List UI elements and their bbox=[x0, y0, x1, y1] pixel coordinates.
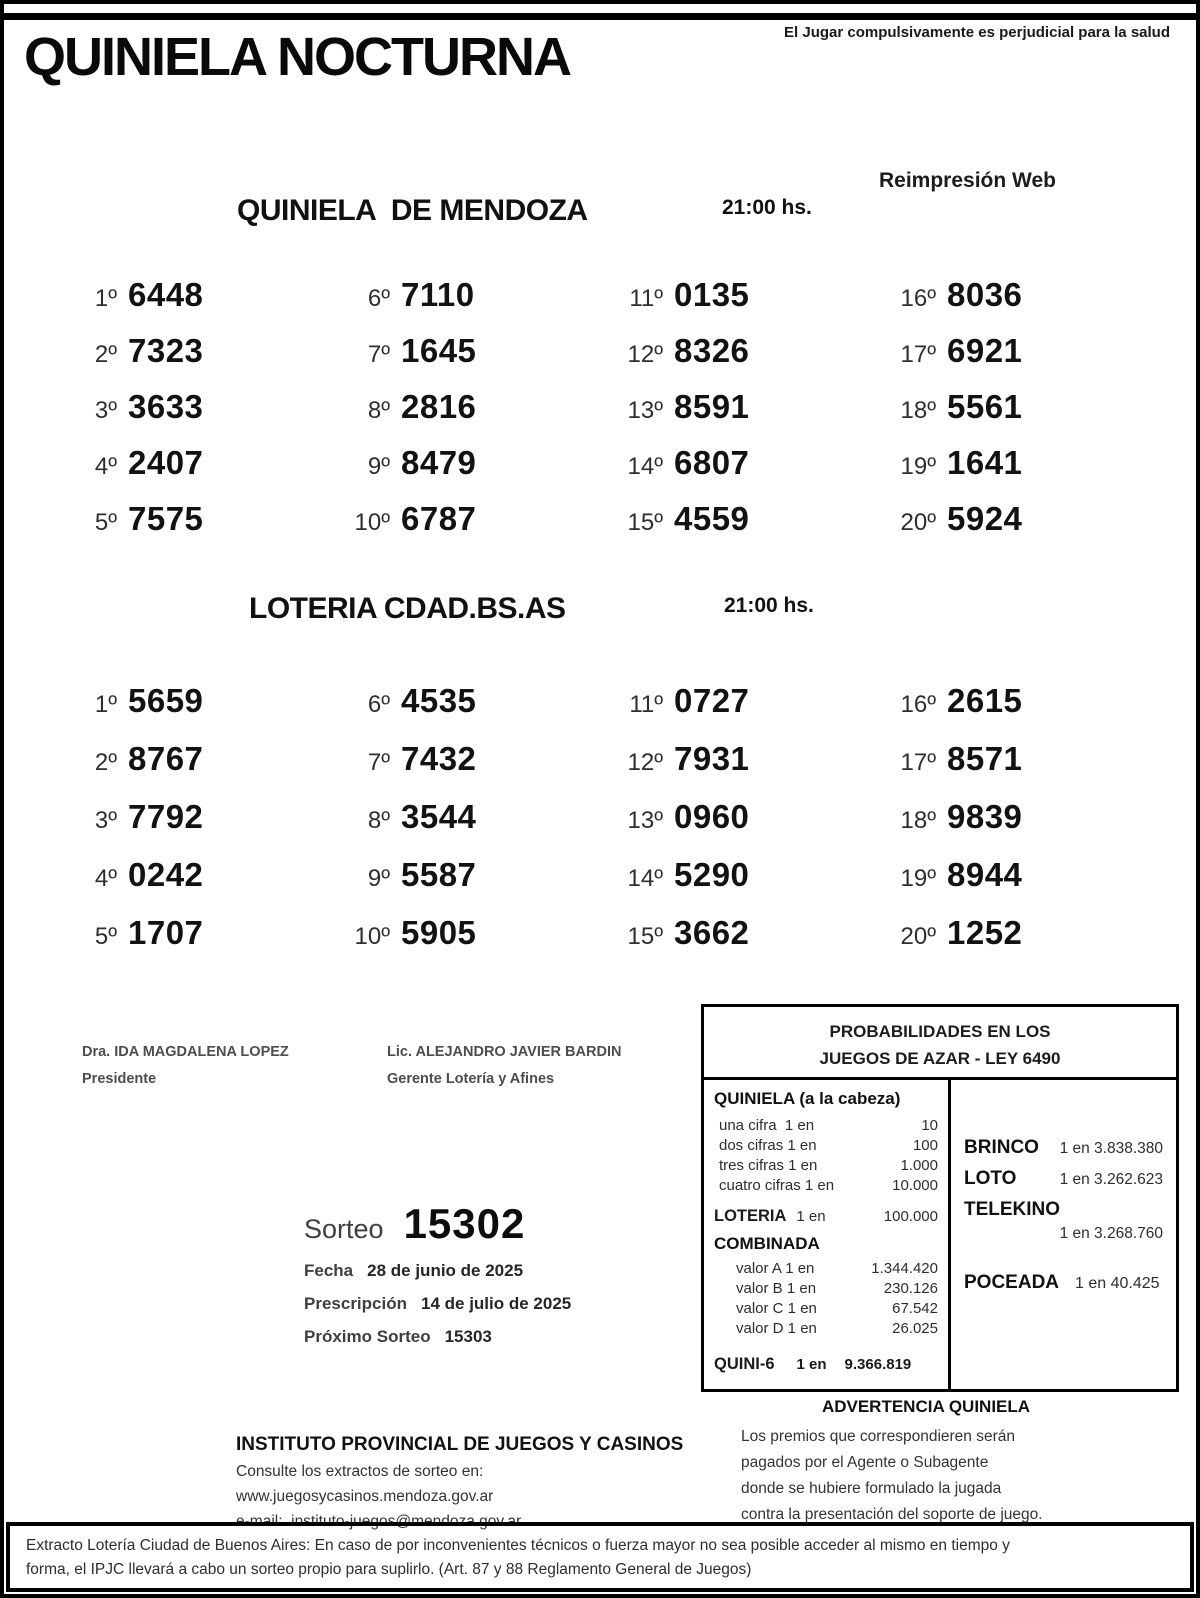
result-number: 6448 bbox=[128, 276, 204, 313]
game-name: BRINCO bbox=[964, 1137, 1039, 1158]
result-number: 5905 bbox=[401, 914, 477, 951]
probabilities-title-line2: JUEGOS DE AZAR - LEY 6490 bbox=[819, 1049, 1061, 1069]
result-position: 14º bbox=[627, 453, 663, 480]
signature-role: Gerente Lotería y Afines bbox=[387, 1071, 555, 1087]
odds-value: 100 bbox=[912, 1137, 938, 1154]
draw-date-value: 28 de junio de 2025 bbox=[367, 1261, 524, 1280]
result-item bbox=[605, 276, 878, 332]
result-item bbox=[605, 856, 878, 914]
game-odds-row bbox=[964, 1272, 1163, 1294]
mendoza-section-heading: QUINIELA DE MENDOZA bbox=[237, 194, 588, 227]
result-item bbox=[59, 332, 332, 388]
result-number: 2407 bbox=[128, 444, 204, 481]
odds-label: tres cifras 1 en bbox=[719, 1157, 818, 1174]
footer-notice-line: forma, el IPJC llevará a cabo un sorteo propio para suplirlo. (Art. 87 y 88 Reglamento General de Juegos) bbox=[26, 1561, 752, 1579]
game-odds-value: 1 en 3.838.380 bbox=[1059, 1140, 1163, 1157]
result-position: 13º bbox=[627, 807, 663, 834]
odds-value: 10 bbox=[921, 1117, 938, 1134]
result-position: 20º bbox=[900, 509, 936, 536]
result-number: 4535 bbox=[401, 682, 477, 719]
result-item bbox=[878, 798, 1151, 856]
result-position: 17º bbox=[900, 341, 936, 368]
result-number: 8571 bbox=[947, 740, 1023, 777]
game-odds-row bbox=[964, 1168, 1163, 1190]
result-position: 16º bbox=[900, 285, 936, 312]
result-item bbox=[878, 276, 1151, 332]
result-item bbox=[605, 682, 878, 740]
result-number: 2816 bbox=[401, 388, 477, 425]
loteria-odds-mid: 1 en bbox=[796, 1208, 826, 1225]
game-odds-row bbox=[964, 1199, 1163, 1243]
result-position: 5º bbox=[94, 923, 117, 950]
game-odds-value: 1 en 3.262.623 bbox=[1059, 1171, 1163, 1188]
probabilities-box bbox=[701, 1004, 1179, 1392]
institute-consult-line: Consulte los extractos de sorteo en: bbox=[236, 1463, 484, 1480]
result-number: 0242 bbox=[128, 856, 204, 893]
probabilities-title bbox=[704, 1007, 1176, 1080]
quini6-odds-mid: 1 en bbox=[796, 1356, 827, 1373]
result-number: 7931 bbox=[674, 740, 750, 777]
result-item bbox=[605, 740, 878, 798]
draw-date-label: Fecha bbox=[304, 1261, 354, 1280]
odds-value: 26.025 bbox=[892, 1320, 938, 1337]
result-position: 6º bbox=[367, 691, 390, 718]
draw-expiry-value: 14 de julio de 2025 bbox=[421, 1294, 572, 1313]
result-item bbox=[332, 914, 605, 972]
result-number: 3544 bbox=[401, 798, 477, 835]
result-item bbox=[878, 856, 1151, 914]
result-position: 9º bbox=[367, 865, 390, 892]
result-position: 4º bbox=[94, 865, 117, 892]
quiniela-odds-rows bbox=[714, 1116, 938, 1196]
result-item bbox=[605, 914, 878, 972]
result-item bbox=[332, 500, 605, 556]
odds-label: valor C 1 en bbox=[736, 1300, 817, 1317]
result-position: 19º bbox=[900, 453, 936, 480]
draw-date-row bbox=[304, 1261, 571, 1281]
result-item bbox=[332, 332, 605, 388]
signature-name: Lic. ALEJANDRO JAVIER BARDIN bbox=[387, 1044, 622, 1060]
result-item bbox=[59, 798, 332, 856]
combinada-odds-row bbox=[714, 1319, 938, 1339]
odds-label: valor B 1 en bbox=[736, 1280, 817, 1297]
odds-label: dos cifras 1 en bbox=[719, 1137, 817, 1154]
mendoza-draw-time: 21:00 hs. bbox=[722, 196, 812, 219]
result-item bbox=[878, 682, 1151, 740]
combinada-odds-row bbox=[714, 1259, 938, 1279]
institute-name: INSTITUTO PROVINCIAL DE JUEGOS Y CASINOS bbox=[236, 1434, 684, 1455]
quiniela-odds-row bbox=[714, 1156, 938, 1176]
signature-manager bbox=[387, 1044, 621, 1087]
draw-expiry-label: Prescripción bbox=[304, 1294, 407, 1313]
result-item bbox=[878, 444, 1151, 500]
odds-value: 230.126 bbox=[883, 1280, 938, 1297]
result-position: 3º bbox=[94, 397, 117, 424]
result-number: 8591 bbox=[674, 388, 750, 425]
result-position: 2º bbox=[94, 749, 117, 776]
result-item bbox=[332, 276, 605, 332]
game-odds-row bbox=[964, 1137, 1163, 1159]
advertencia-line: donde se hubiere formulado la jugada bbox=[741, 1480, 1002, 1497]
result-number: 9839 bbox=[947, 798, 1023, 835]
loteria-odds-value: 100.000 bbox=[883, 1208, 938, 1225]
institute-block bbox=[236, 1434, 683, 1531]
result-position: 8º bbox=[367, 807, 390, 834]
probabilities-title-line1: PROBABILIDADES EN LOS bbox=[829, 1022, 1051, 1041]
result-position: 4º bbox=[94, 453, 117, 480]
result-item bbox=[332, 682, 605, 740]
footer-notice-box bbox=[6, 1522, 1194, 1592]
draw-expiry-row bbox=[304, 1294, 571, 1314]
result-item bbox=[878, 500, 1151, 556]
odds-label: valor A 1 en bbox=[736, 1260, 815, 1277]
result-item bbox=[59, 500, 332, 556]
result-position: 3º bbox=[94, 807, 117, 834]
draw-number-value: 15302 bbox=[403, 1200, 526, 1247]
quini6-odds-value: 9.366.819 bbox=[844, 1356, 912, 1373]
result-position: 2º bbox=[94, 341, 117, 368]
result-item bbox=[878, 332, 1151, 388]
advertencia-line: pagados por el Agente o Subagente bbox=[741, 1454, 989, 1471]
result-position: 7º bbox=[367, 341, 390, 368]
quini6-odds-name: QUINI-6 bbox=[714, 1355, 775, 1373]
result-position: 1º bbox=[94, 691, 117, 718]
draw-number-label: Sorteo bbox=[304, 1214, 384, 1244]
result-item bbox=[59, 740, 332, 798]
probabilities-body bbox=[704, 1080, 1176, 1389]
result-number: 0135 bbox=[674, 276, 750, 313]
result-number: 0727 bbox=[674, 682, 750, 719]
result-number: 5659 bbox=[128, 682, 204, 719]
footer-notice-lines bbox=[26, 1534, 1174, 1582]
probabilities-right-column bbox=[951, 1080, 1176, 1389]
result-item bbox=[332, 798, 605, 856]
combinada-odds-rows bbox=[714, 1259, 938, 1339]
odds-label: cuatro cifras 1 en bbox=[719, 1177, 835, 1194]
result-item bbox=[59, 276, 332, 332]
game-odds-value: 1 en 3.268.760 bbox=[1059, 1225, 1163, 1242]
result-item bbox=[605, 798, 878, 856]
draw-number-row bbox=[304, 1200, 571, 1248]
quiniela-odds-row bbox=[714, 1116, 938, 1136]
result-number: 7792 bbox=[128, 798, 204, 835]
signature-name: Dra. IDA MAGDALENA LOPEZ bbox=[82, 1044, 289, 1060]
quiniela-odds-row bbox=[714, 1136, 938, 1156]
result-position: 16º bbox=[900, 691, 936, 718]
advertencia-line: Los premios que correspondieren serán bbox=[741, 1428, 1015, 1445]
result-number: 3662 bbox=[674, 914, 750, 951]
result-number: 1707 bbox=[128, 914, 204, 951]
result-item bbox=[878, 388, 1151, 444]
result-position: 13º bbox=[627, 397, 663, 424]
result-item bbox=[59, 444, 332, 500]
odds-value: 1.344.420 bbox=[871, 1260, 938, 1277]
signature-president bbox=[82, 1044, 289, 1087]
result-item bbox=[59, 914, 332, 972]
result-item bbox=[605, 332, 878, 388]
combinada-odds-row bbox=[714, 1279, 938, 1299]
odds-label: una cifra 1 en bbox=[719, 1117, 815, 1134]
quiniela-odds-heading: QUINIELA (a la cabeza) bbox=[714, 1089, 901, 1108]
result-position: 9º bbox=[367, 453, 390, 480]
result-item bbox=[59, 856, 332, 914]
result-position: 12º bbox=[627, 749, 663, 776]
combinada-odds-row bbox=[714, 1299, 938, 1319]
next-draw-value: 15303 bbox=[444, 1327, 492, 1346]
signature-role: Presidente bbox=[82, 1071, 157, 1087]
odds-value: 67.542 bbox=[892, 1300, 938, 1317]
result-number: 8036 bbox=[947, 276, 1023, 313]
result-position: 18º bbox=[900, 397, 936, 424]
result-position: 20º bbox=[900, 923, 936, 950]
result-item bbox=[59, 682, 332, 740]
result-item bbox=[878, 914, 1151, 972]
result-item bbox=[332, 388, 605, 444]
result-number: 8944 bbox=[947, 856, 1023, 893]
result-item bbox=[332, 444, 605, 500]
reprint-label: Reimpresión Web bbox=[879, 169, 1056, 192]
result-position: 10º bbox=[354, 509, 390, 536]
advertencia-title: ADVERTENCIA QUINIELA bbox=[821, 1397, 1031, 1416]
result-position: 11º bbox=[629, 691, 663, 718]
result-position: 10º bbox=[354, 923, 390, 950]
result-number: 7432 bbox=[401, 740, 477, 777]
result-number: 2615 bbox=[947, 682, 1023, 719]
page-title: QUINIELA NOCTURNA bbox=[24, 27, 570, 87]
odds-label: valor D 1 en bbox=[736, 1320, 817, 1337]
result-item bbox=[332, 856, 605, 914]
result-number: 5924 bbox=[947, 500, 1023, 537]
result-number: 6921 bbox=[947, 332, 1023, 369]
result-number: 1641 bbox=[947, 444, 1023, 481]
result-number: 1645 bbox=[401, 332, 477, 369]
mendoza-results-grid bbox=[59, 276, 1151, 556]
institute-url: www.juegosycasinos.mendoza.gov.ar bbox=[236, 1488, 494, 1505]
result-item bbox=[605, 444, 878, 500]
result-position: 14º bbox=[627, 865, 663, 892]
result-number: 8326 bbox=[674, 332, 750, 369]
result-position: 5º bbox=[94, 509, 117, 536]
advertencia-block bbox=[741, 1397, 1111, 1524]
advertencia-line: contra la presentación del soporte de juego. bbox=[741, 1506, 1043, 1523]
result-position: 7º bbox=[367, 749, 390, 776]
draw-info-block bbox=[304, 1200, 571, 1347]
result-number: 5587 bbox=[401, 856, 477, 893]
odds-value: 10.000 bbox=[892, 1177, 938, 1194]
quini6-odds-row bbox=[714, 1355, 938, 1374]
result-number: 6807 bbox=[674, 444, 750, 481]
bsas-section-heading: LOTERIA CDAD.BS.AS bbox=[249, 592, 566, 625]
bsas-results-grid bbox=[59, 682, 1151, 972]
result-number: 5290 bbox=[674, 856, 750, 893]
result-number: 7110 bbox=[401, 276, 475, 313]
result-position: 6º bbox=[367, 285, 390, 312]
result-position: 19º bbox=[900, 865, 936, 892]
result-position: 18º bbox=[900, 807, 936, 834]
advertencia-lines bbox=[741, 1428, 1111, 1524]
loteria-odds-row bbox=[714, 1207, 938, 1226]
game-name: POCEADA bbox=[964, 1272, 1060, 1293]
result-number: 1252 bbox=[947, 914, 1023, 951]
result-number: 3633 bbox=[128, 388, 204, 425]
game-name: TELEKINO bbox=[964, 1199, 1061, 1220]
result-position: 1º bbox=[94, 285, 117, 312]
result-position: 12º bbox=[627, 341, 663, 368]
result-position: 17º bbox=[900, 749, 936, 776]
quiniela-odds-row bbox=[714, 1176, 938, 1196]
result-number: 5561 bbox=[947, 388, 1023, 425]
result-number: 4559 bbox=[674, 500, 750, 537]
result-position: 11º bbox=[629, 285, 663, 312]
result-position: 8º bbox=[367, 397, 390, 424]
result-number: 7323 bbox=[128, 332, 204, 369]
result-position: 15º bbox=[627, 923, 663, 950]
result-number: 8767 bbox=[128, 740, 204, 777]
result-item bbox=[605, 388, 878, 444]
result-item bbox=[332, 740, 605, 798]
top-divider bbox=[4, 13, 1196, 20]
result-position: 15º bbox=[627, 509, 663, 536]
game-odds-value: 1 en 40.425 bbox=[1075, 1275, 1160, 1292]
next-draw-label: Próximo Sorteo bbox=[304, 1327, 431, 1346]
combinada-odds-heading: COMBINADA bbox=[714, 1234, 820, 1253]
gambling-warning-text: El Jugar compulsivamente es perjudicial para la salud bbox=[784, 24, 1170, 41]
result-number: 0960 bbox=[674, 798, 750, 835]
probabilities-left-column bbox=[704, 1080, 951, 1389]
result-item bbox=[59, 388, 332, 444]
result-item bbox=[605, 500, 878, 556]
footer-notice-line: Extracto Lotería Ciudad de Buenos Aires: En caso de por inconvenientes técnicos o fuerza mayor no sea posible acceder al mismo en tiempo y bbox=[26, 1537, 1010, 1554]
result-number: 8479 bbox=[401, 444, 477, 481]
loteria-odds-name: LOTERIA bbox=[714, 1207, 787, 1225]
result-number: 6787 bbox=[401, 500, 477, 537]
odds-value: 1.000 bbox=[900, 1157, 938, 1174]
next-draw-row bbox=[304, 1327, 571, 1347]
game-name: LOTO bbox=[964, 1168, 1017, 1189]
result-number: 7575 bbox=[128, 500, 204, 537]
result-item bbox=[878, 740, 1151, 798]
institute-email: e-mail: instituto-juegos@mendoza.gov.ar bbox=[236, 1513, 522, 1530]
bsas-draw-time: 21:00 hs. bbox=[724, 594, 814, 617]
